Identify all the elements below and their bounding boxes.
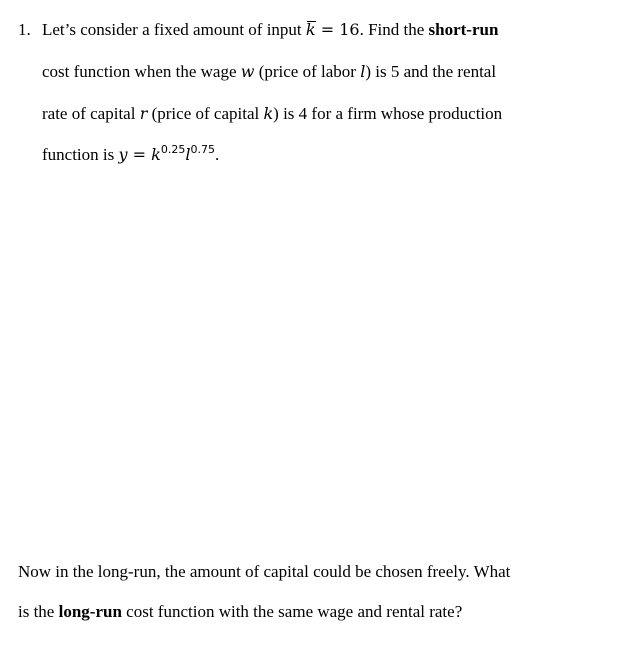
long-run-bold: long-run — [58, 602, 122, 621]
problem-line-1-text: Let’s consider a fixed amount of input — [42, 20, 306, 39]
r-symbol: r — [139, 104, 148, 123]
problem-line-2 — [42, 62, 496, 82]
l-symbol: l — [360, 62, 366, 81]
problem-line-1 — [42, 20, 498, 40]
problem-line-3-text: rate of capital — [42, 104, 140, 123]
problem-line-2-text-c: ) is 5 and the rental — [365, 62, 497, 81]
problem-number: 1. — [18, 20, 31, 39]
followup-line-2-text-b: cost function with the same wage and rental rate? — [121, 602, 463, 621]
l-base: l — [185, 145, 191, 164]
short-run-bold: short-run — [428, 20, 499, 39]
k-exponent: 0.25 — [160, 143, 186, 156]
production-period: . — [214, 145, 220, 164]
problem-line-4-text: function is — [42, 145, 119, 164]
problem-line-3-text-c: ) is 4 for a firm whose production — [273, 104, 503, 123]
y-symbol: y — [118, 145, 128, 164]
problem-line-2-text-b: (price of labor — [254, 62, 361, 81]
k-bar-symbol: k — [305, 20, 316, 39]
k-symbol: k — [263, 104, 274, 123]
problem-line-2-text: cost function when the wage — [42, 62, 241, 81]
followup-line-2 — [18, 602, 462, 622]
problem-line-4 — [42, 145, 219, 165]
k-bar-equals: = 16 — [315, 20, 360, 39]
l-exponent: 0.75 — [190, 143, 215, 156]
problem-line-3 — [42, 104, 502, 124]
w-symbol: w — [240, 62, 255, 81]
k-base: k — [151, 145, 161, 164]
followup-line-2-text: is the — [18, 602, 59, 621]
followup-line-1: Now in the long-run, the amount of capital could be chosen freely. What — [18, 562, 511, 581]
problem-line-1-text-b: . Find the — [359, 20, 429, 39]
production-equals: = — [127, 145, 152, 164]
problem-line-3-text-b: (price of capital — [147, 104, 264, 123]
